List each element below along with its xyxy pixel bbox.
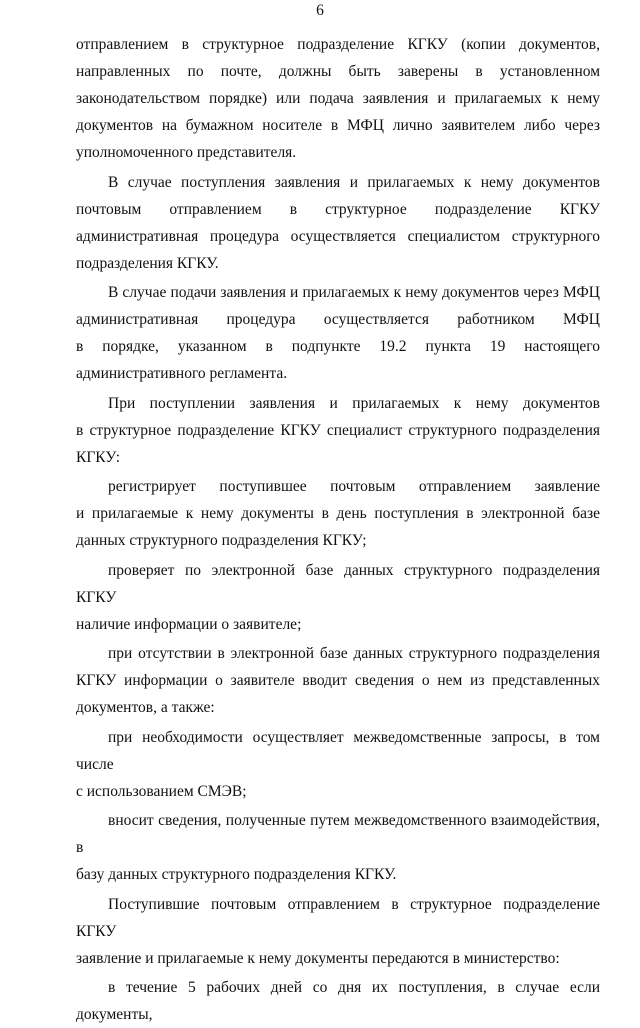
paragraph <box>76 473 600 554</box>
text-line: В случае поступления заявления и прилагаемых к нему документов <box>108 173 600 191</box>
text-line: документов, а также: <box>76 699 215 716</box>
text-line: При поступлении заявления и прилагаемых к нему документов <box>108 394 600 412</box>
text-line: и прилагаемые к нему документы в день поступления в электронной базе <box>76 505 600 522</box>
paragraph <box>76 31 600 166</box>
paragraph <box>76 279 600 387</box>
text-line: Поступившие почтовым отправлением в структурное подразделение КГКУ <box>76 895 600 940</box>
paragraph <box>76 974 600 1028</box>
text-line: В случае подачи заявления и прилагаемых к нему документов через МФЦ <box>108 284 600 301</box>
paragraph <box>76 169 600 277</box>
paragraph <box>76 891 600 972</box>
text-line: направленных по почте, должны быть заверены в установленном <box>76 63 600 80</box>
text-line: почтовым отправлением в структурное подразделение КГКУ <box>76 200 600 218</box>
paragraph <box>76 724 600 805</box>
paragraph <box>76 557 600 638</box>
text-line: проверяет по электронной базе данных структурного подразделения КГКУ <box>76 561 600 606</box>
text-line: базу данных структурного подразделения КГКУ. <box>76 866 397 883</box>
document-body <box>76 31 600 1028</box>
paragraph <box>76 390 600 471</box>
text-line: законодательством порядке) или подача заявления и прилагаемых к нему <box>76 90 600 107</box>
text-line: при отсутствии в электронной базе данных структурного подразделения <box>108 645 600 662</box>
text-line: с использованием СМЭВ; <box>76 782 247 800</box>
text-line: отправлением в структурное подразделение КГКУ (копии документов, <box>76 36 600 53</box>
text-line: в порядке, указанном в подпункте 19.2 пункта 19 настоящего <box>76 338 600 355</box>
text-line: КГКУ: <box>76 448 121 466</box>
paragraph <box>76 640 600 721</box>
text-line: документов на бумажном носителе в МФЦ лично заявителем либо через <box>76 117 600 134</box>
paragraph <box>76 807 600 888</box>
text-line: вносит сведения, полученные путем межведомственного взаимодействия, в <box>76 812 600 856</box>
text-line: административного регламента. <box>76 365 288 382</box>
text-line: при необходимости осуществляет межведомственные запросы, в том числе <box>76 728 600 773</box>
text-line: регистрирует поступившее почтовым отправлением заявление <box>108 478 600 495</box>
text-line: уполномоченного представителя. <box>76 144 297 161</box>
page-number: 6 <box>316 2 324 19</box>
text-line: КГКУ информации о заявителе вводит сведения о нем из представленных <box>76 672 600 689</box>
text-line: административная процедура осуществляется работником МФЦ <box>76 311 600 328</box>
text-line: наличие информации о заявителе; <box>76 615 302 633</box>
text-line: в структурное подразделение КГКУ специалист структурного подразделения <box>76 421 600 439</box>
text-line: заявление и прилагаемые к нему документы передаются в министерство: <box>76 949 560 967</box>
text-line: подразделения КГКУ. <box>76 254 219 272</box>
text-line: в течение 5 рабочих дней со дня их поступления, в случае если документы, <box>76 979 600 1023</box>
text-line: данных структурного подразделения КГКУ; <box>76 532 367 549</box>
text-line: административная процедура осуществляется специалистом структурного <box>76 227 600 245</box>
